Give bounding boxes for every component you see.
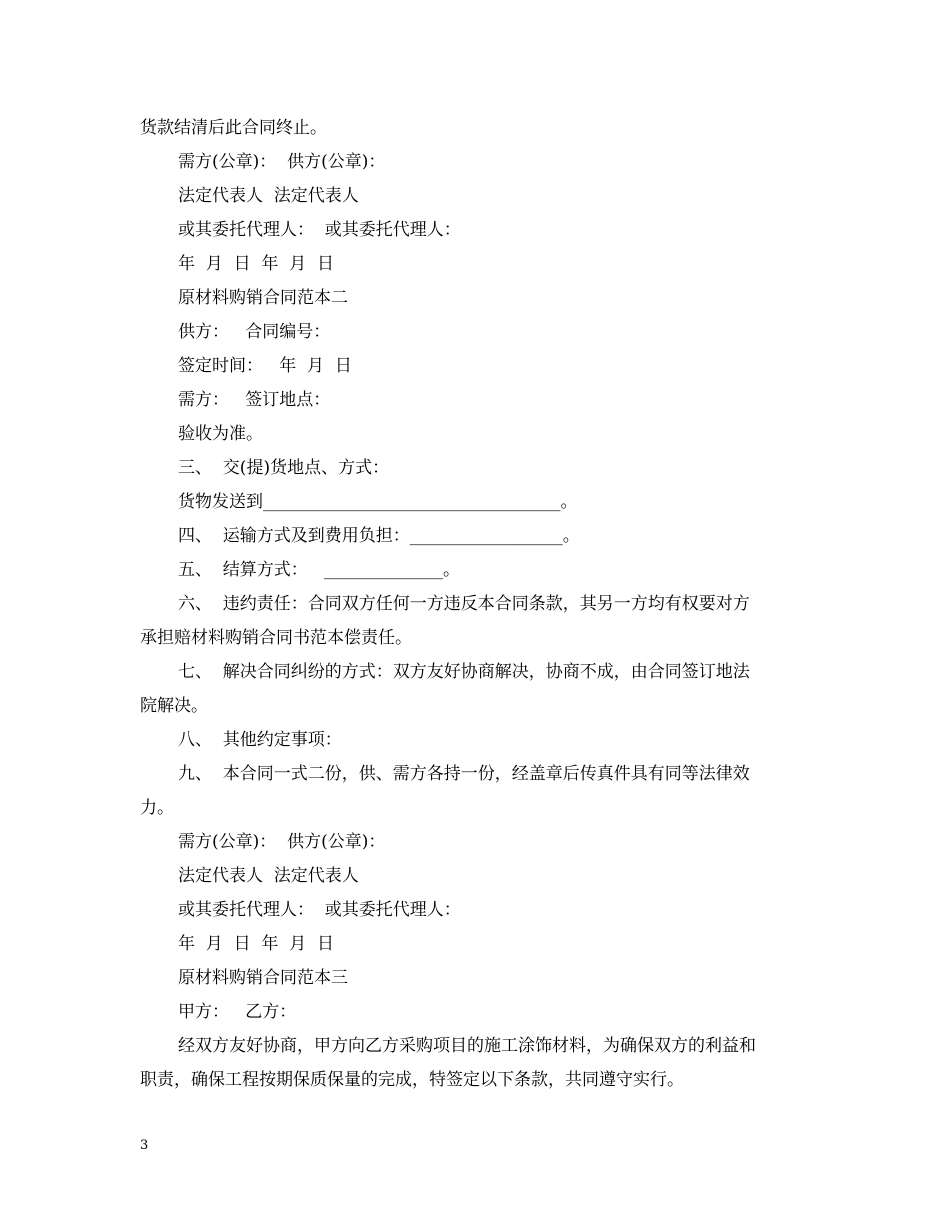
text-line: 供方： 合同编号： (178, 322, 331, 342)
text-line: 职责，确保工程按期保质保量的完成，特签定以下条款，共同遵守实行。 (140, 1070, 684, 1090)
text-line: 五、 结算方式： ______________。 (178, 560, 461, 580)
text-line: 法定代表人 法定代表人 (178, 866, 359, 886)
text-line: 八、 其他约定事项： (178, 730, 342, 750)
text-line: 货款结清后此合同终止。 (140, 118, 327, 138)
text-line: 六、 违约责任：合同双方任何一方违反本合同条款，其另一方均有权要对方 (178, 594, 750, 614)
text-line: 年 月 日 年 月 日 (178, 254, 335, 274)
text-line: 甲方： 乙方： (178, 1002, 297, 1022)
text-line: 需方(公章)： 供方(公章)： (178, 832, 386, 852)
text-line: 或其委托代理人： 或其委托代理人： (178, 220, 461, 240)
text-line: 签定时间： 年 月 日 (178, 356, 352, 376)
text-line: 九、 本合同一式二份，供、需方各持一份，经盖章后传真件具有同等法律效 (178, 764, 750, 784)
section-heading: 原材料购销合同范本三 (178, 968, 348, 988)
text-line: 年 月 日 年 月 日 (178, 934, 335, 954)
text-line: 需方： 签订地点： (178, 390, 331, 410)
text-line: 货物发送到___________________________________。 (178, 492, 578, 512)
text-line: 七、 解决合同纠纷的方式：双方友好协商解决，协商不成，由合同签订地法 (178, 662, 750, 682)
text-line: 三、 交(提)货地点、方式： (178, 458, 390, 478)
section-heading: 原材料购销合同范本二 (178, 288, 348, 308)
text-line: 四、 运输方式及到费用负担：__________________。 (178, 526, 580, 546)
page-number: 3 (140, 1138, 149, 1153)
text-line: 力。 (140, 798, 174, 818)
text-line: 或其委托代理人： 或其委托代理人： (178, 900, 461, 920)
text-line: 院解决。 (140, 696, 208, 716)
text-line: 需方(公章)： 供方(公章)： (178, 152, 386, 172)
text-line: 验收为准。 (178, 424, 263, 444)
text-line: 经双方友好协商，甲方向乙方采购项目的施工涂饰材料，为确保双方的利益和 (178, 1036, 756, 1056)
text-line: 承担赔材料购销合同书范本偿责任。 (140, 628, 412, 648)
text-line: 法定代表人 法定代表人 (178, 186, 359, 206)
